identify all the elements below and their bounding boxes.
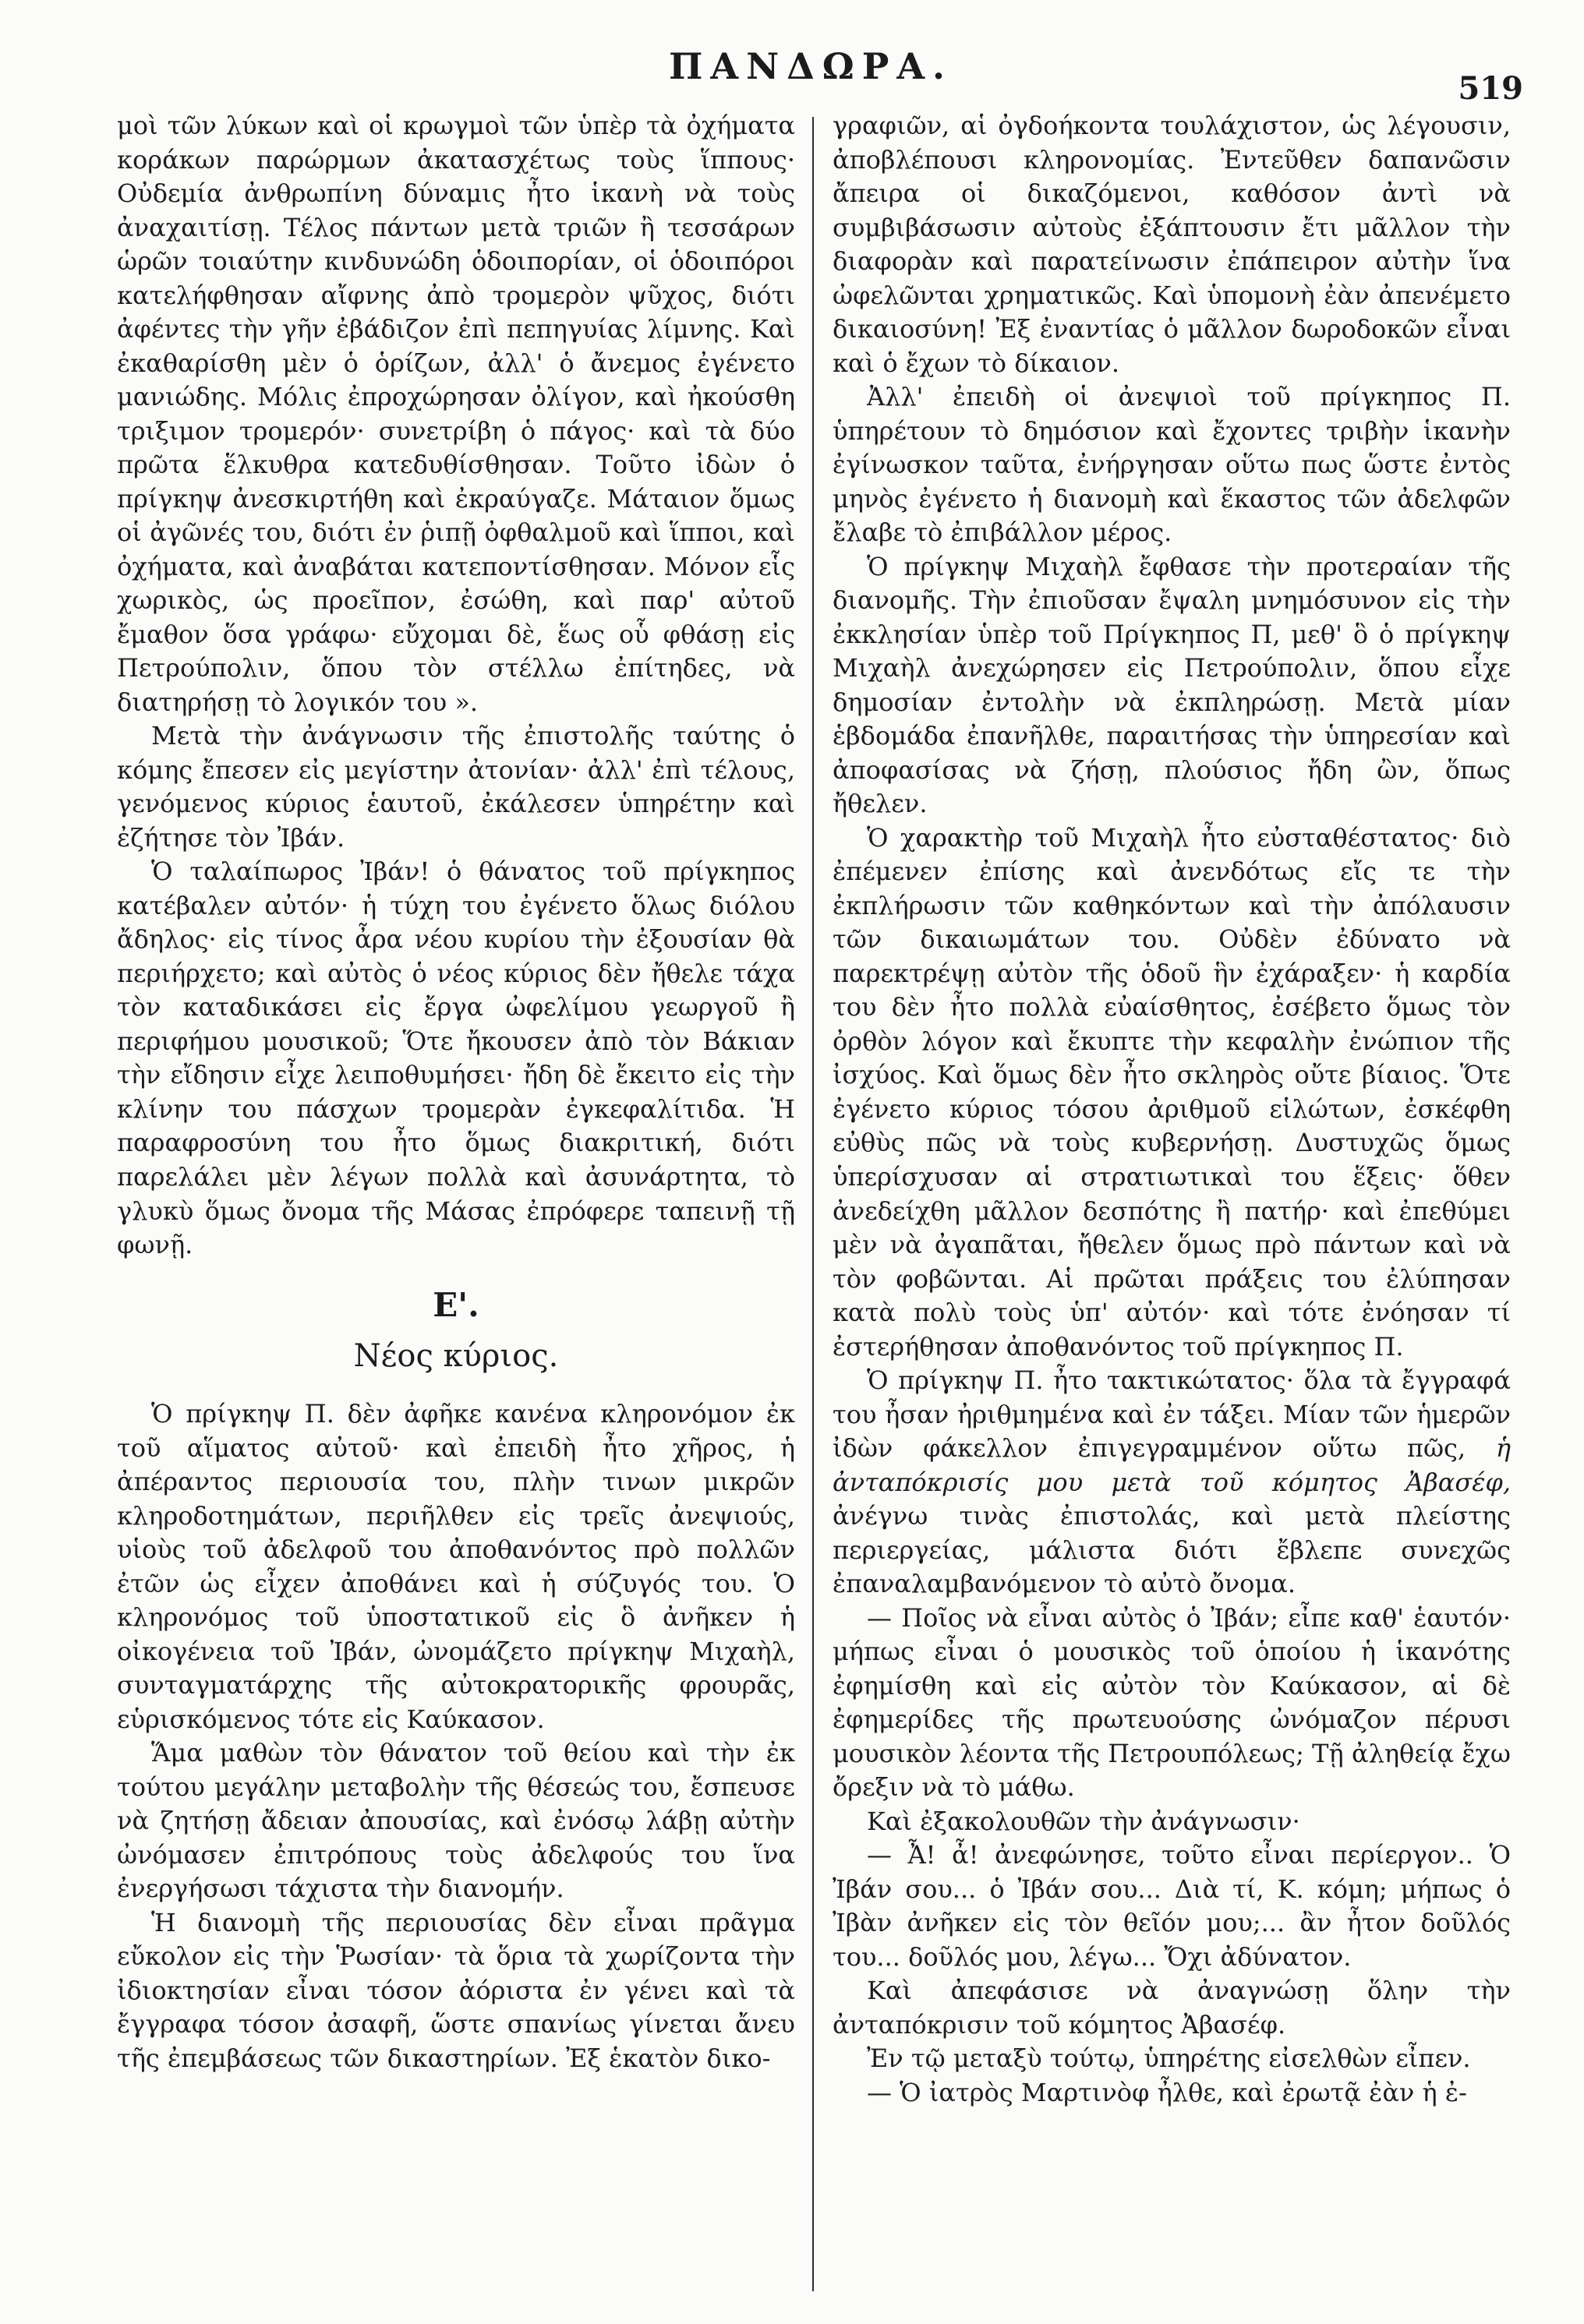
paragraph-5-text-after: ἀνέγνω τινὰς ἐπιστολάς, καὶ μετὰ πλείστης περιεργείας, μάλιστα διότι ἔβλεπε συνεχῶς ἐπαναλαμβανόμενον τὸ αὐτὸ ὄνομα. xyxy=(833,1501,1511,1599)
right-paragraph-7: Καὶ ἐξακολουθῶν τὴν ἀνάγνωσιν· xyxy=(867,1806,1300,1836)
running-title: ΠΑΝΔΩΡΑ. xyxy=(668,45,953,87)
page-number: 519 xyxy=(1458,70,1523,107)
right-paragraph-3: Ὁ πρίγκηψ Μιχαὴλ ἔφθασε τὴν προτεραίαν τῆς διανομῆς. Τὴν ἐπιοῦσαν ἔψαλη μνημόσυνον εἰς τὴν ἐκκλησίαν ὑπὲρ τοῦ Πρίγκηπος Π, μεθ' ὃ ὁ πρίγκηψ Μιχαὴλ ἀνεχώρησεν εἰς Πετρούπολιν, ὅπου εἶχε δημοσίαν ἐντολὴν νὰ ἐκπληρώσῃ. Μετὰ μίαν ἑβδομάδα ἐπανῆλθε, παραιτήσας τὴν ὑπηρεσίαν καὶ ἀποφασίσας νὰ ζήσῃ, πλούσιος ἤδη ὢν, ὅπως ἤθελεν. xyxy=(833,551,1511,819)
left-paragraph-1: μοὶ τῶν λύκων καὶ οἱ κρωγμοὶ τῶν ὑπὲρ τὰ ὀχήματα κοράκων παρώρμων ἀκατασχέτως τοὺς ἵππους· Οὐδεμία ἀνθρωπίνη δύναμις ἦτο ἱκανὴ νὰ τοὺς ἀναχαιτίσῃ. Τέλος πάντων μετὰ τριῶν ἢ τεσσάρων ὡρῶν τοιαύτην κινδυνώδη ὁδοιπορίαν, οἱ ὁδοιπόροι κατελήφθησαν αἴφνης ἀπὸ τρομερὸν ψῦχος, διότι ἀφέντες τὴν γῆν ἐβάδιζον ἐπὶ πεπηγυίας λίμνης. Καὶ ἐκαθαρίσθη μὲν ὁ ὁρίζων, ἀλλ' ὁ ἄνεμος ἐγένετο μανιώδης. Μόλις ἐπροχώρησαν ὀλίγον, καὶ ἠκούσθη τριξιμον τρομερόν· συνετρίβη ὁ πάγος· καὶ τὰ δύο πρῶτα ἕλκυθρα κατεδυθίσθησαν. Τοῦτο ἰδὼν ὁ πρίγκηψ ἀνεσκιρτήθη καὶ ἐκραύγαζε. Μάταιον ὅμως οἱ ἀγῶνές του, διότι ἐν ῥιπῇ ὀφθαλμοῦ καὶ ἵπποι, καὶ ὀχήματα, καὶ ἀναβάται κατεποντίσθησαν. Μόνον εἷς χωρικὸς, ὡς προεῖπον, ἐσώθη, καὶ παρ' αὐτοῦ ἔμαθον ὅσα γράφω· εὔχομαι δὲ, ἕως οὗ φθάσῃ εἰς Πετρούπολιν, ὅπου τὸν στέλλω ἐπίτηδες, νὰ διατηρήσῃ τὸ λογικόν του ». xyxy=(117,111,795,717)
right-paragraph-1: γραφιῶν, αἱ ὀγδοήκοντα τουλάχιστον, ὡς λέγουσιν, ἀποβλέπουσι κληρονομίας. Ἐντεῦθεν δαπανῶσιν ἄπειρα οἱ δικαζόμενοι, καθόσον ἀντὶ νὰ συμβιβάσωσιν αὐτοὺς ἐξάπτουσιν ἔτι μᾶλλον τὴν διαφορὰν καὶ παρατείνωσιν ἐπάπειρον αὐτὴν ἵνα ὠφελῶνται χρηματικῶς. Καὶ ὑπομονὴ ἐὰν ἀπενέμετο δικαιοσύνη! Ἐξ ἐναντίας ὁ μᾶλλον δωροδοκῶν εἶναι καὶ ὁ ἔχων τὸ δίκαιον. xyxy=(833,111,1511,378)
left-paragraph-3: Ὁ ταλαίπωρος Ἰβάν! ὁ θάνατος τοῦ πρίγκηπος κατέβαλεν αὐτόν· ἡ τύχη του ἐγένετο ὅλως διόλου ἄδηλος· εἰς τίνος ἆρα νέου κυρίου τὴν ἐξουσίαν θὰ περιήρχετο; καὶ αὐτὸς ὁ νέος κύριος δὲν ἤθελε τάχα τὸν καταδικάσει εἰς ἔργα ὠφελίμου γεωργοῦ ἢ περιφήμου μουσικοῦ; Ὅτε ἤκουσεν ἀπὸ τὸν Βάκιαν τὴν εἴδησιν εἶχε λειποθυμήσει· ἤδη δὲ ἔκειτο εἰς τὴν κλίνην του πάσχων τρομερὰν ἐγκεφαλίτιδα. Ἡ παραφροσύνη του ἦτο ὅμως διακριτική, διότι παρελάλει μὲν λέγων πολλὰ καὶ ἀσυνάρτητα, τὸ γλυκὺ ὅμως ὄνομα τῆς Μάσας ἐπρόφερε ταπεινῇ τῇ φωνῇ. xyxy=(117,856,795,1260)
chapter-number: Ε'. xyxy=(433,1285,479,1324)
right-column xyxy=(833,109,1511,2110)
left-paragraph-4: Ὁ πρίγκηψ Π. δὲν ἀφῆκε κανένα κληρονόμον ἐκ τοῦ αἵματος αὐτοῦ· καὶ ἐπειδὴ ἦτο χῆρος, ἡ ἀπέραντος περιουσία του, πλὴν τινων μικρῶν κληροδοτημάτων, περιῆλθεν εἰς τρεῖς ἀνεψιούς, υἱοὺς τοῦ ἀδελφοῦ του ἀποθανόντος πρὸ πολλῶν ἐτῶν ὡς εἶχεν ἀποθάνει καὶ ἡ σύζυγός του. Ὁ κληρονόμος τοῦ ὑποστατικοῦ εἰς ὃ ἀνῆκεν ἡ οἰκογένεια τοῦ Ἰβάν, ὠνομάζετο πρίγκηψ Μιχαὴλ, συνταγματάρχης τῆς αὐτοκρατορικῆς φρουρᾶς, εὑρισκόμενος τότε εἰς Καύκασον. xyxy=(117,1399,795,1734)
paragraph-5-text-before: Ὁ πρίγκηψ Π. ἦτο τακτικώτατος· ὅλα τὰ ἔγγραφά του ἦσαν ἠριθμημένα καὶ ἐν τάξει. Μίαν τῶν ἡμερῶν ἰδὼν φάκελλον ἐπιγεγραμμένον οὕτω πῶς, xyxy=(833,1365,1511,1464)
left-paragraph-2: Μετὰ τὴν ἀνάγνωσιν τῆς ἐπιστολῆς ταύτης ὁ κόμης ἔπεσεν εἰς μεγίστην ἀτονίαν· ἀλλ' ἐπὶ τέλους, γενόμενος κύριος ἑαυτοῦ, ἐκάλεσεν ὑπηρέτην καὶ ἐζήτησε τὸν Ἰβάν. xyxy=(117,721,795,853)
right-paragraph-11: — Ὁ ἰατρὸς Μαρτινὸφ ἦλθε, καὶ ἐρωτᾷ ἐὰν ἡ ἐ- xyxy=(867,2077,1467,2107)
right-paragraph-4: Ὁ χαρακτὴρ τοῦ Μιχαὴλ ἦτο εὐσταθέστατος· διὸ ἐπέμενεν ἐπίσης καὶ ἀνενδότως εἴς τε τὴν ἐκπλήρωσιν τῶν καθηκόντων καὶ τὴν ἀπόλαυσιν τῶν δικαιωμάτων του. Οὐδὲν ἐδύνατο νὰ παρεκτρέψῃ αὐτὸν τῆς ὁδοῦ ἣν ἐχάραξεν· ἡ καρδία του δὲν ἦτο πολλὰ εὐαίσθητος, ἐσέβετο ὅμως τὸν ὀρθὸν λόγον καὶ ἔκυπτε τὴν κεφαλὴν ἐνώπιον τῆς ἰσχύος. Καὶ ὅμως δὲν ἦτο σκληρὸς οὔτε βίαιος. Ὅτε ἐγένετο κύριος τόσου ἀριθμοῦ εἱλώτων, ἐσκέφθη εὐθὺς πῶς νὰ τοὺς κυβερνήσῃ. Δυστυχῶς ὅμως ὑπερίσχυσαν αἱ στρατιωτικαὶ του ἕξεις· ὅθεν ἀνεδείχθη μᾶλλον δεσπότης ἢ πατήρ· καὶ ἐπεθύμει μὲν νὰ ἀγαπᾶται, ἤθελεν ὅμως πρὸ πάντων καὶ νὰ τὸν φοβῶνται. Αἱ πρῶται πράξεις του ἐλύπησαν κατὰ πολὺ τοὺς ὑπ' αὐτόν· καὶ τότε ἐνόησαν τί ἐστερήθησαν ἀποθανόντος τοῦ πρίγκηπος Π. xyxy=(833,822,1511,1362)
right-paragraph-10: Ἐν τῷ μεταξὺ τούτῳ, ὑπηρέτης εἰσελθὼν εἶπεν. xyxy=(867,2043,1471,2074)
right-paragraph-2: Ἀλλ' ἐπειδὴ οἱ ἀνεψιοὶ τοῦ πρίγκηπος Π. ὑπηρέτουν τὸ δημόσιον καὶ ἔχοντες τριβὴν ἱκανὴν ἐγίνωσκον ταῦτα, ἐνήργησαν οὕτω πως ὥστε ἐντὸς μηνὸς ἐγένετο ἡ διανομὴ καὶ ἕκαστος τῶν ἀδελφῶν ἔλαβε τὸ ἐπιβάλλον μέρος. xyxy=(833,382,1511,548)
right-paragraph-9: Καὶ ἀπεφάσισε νὰ ἀναγνώσῃ ὅλην τὴν ἀνταπόκρισιν τοῦ κόμητος Ἀβασέφ. xyxy=(833,1976,1511,2040)
right-paragraph-5 xyxy=(833,1364,1511,1602)
left-paragraph-5: Ἅμα μαθὼν τὸν θάνατον τοῦ θείου καὶ τὴν ἐκ τούτου μεγάλην μεταβολὴν τῆς θέσεώς του, ἔσπευσε νὰ ζητήσῃ ἄδειαν ἀπουσίας, καὶ ἐνόσῳ λάβῃ αὐτὴν ὠνόμασεν ἐπιτρόπους τοὺς ἀδελφούς του ἵνα ἐνεργήσωσι τάχιστα τὴν διανομήν. xyxy=(117,1738,795,1904)
right-paragraph-8: — Ἆ! ἆ! ἀνεφώνησε, τοῦτο εἶναι περίεργον.. Ὁ Ἰβάν σου... ὁ Ἰβάν σου... Διὰ τί, Κ. κόμη; μήπως ὁ Ἰβὰν ἀνῆκεν εἰς τὸν θεῖόν μου;... ἂν ἦτον δοῦλός του... δοῦλός μου, λέγω... Ὄχι ἀδύνατον. xyxy=(833,1840,1511,1972)
right-paragraph-6: — Ποῖος νὰ εἶναι αὐτὸς ὁ Ἰβάν; εἶπε καθ' ἑαυτόν· μήπως εἶναι ὁ μουσικὸς τοῦ ὁποίου ἡ ἱκανότης ἐφημίσθη καὶ εἰς αὐτὸν τὸν Καύκασον, αἱ δὲ ἐφημερίδες τῆς πρωτευούσης ὠνόμαζον πέρυσι μουσικὸν λέοντα τῆς Πετρουπόλεως; Τῇ ἀληθείᾳ ἔχω ὄρεξιν νὰ τὸ μάθω. xyxy=(833,1602,1511,1803)
column-divider xyxy=(812,117,814,2291)
chapter-title: Νέος κύριος. xyxy=(353,1337,559,1374)
letters-folder-title: ἡ ἀνταπόκρισίς μου μετὰ τοῦ κόμητος Ἀβασέφ, xyxy=(833,1433,1511,1497)
left-paragraph-6: Ἡ διανομὴ τῆς περιουσίας δὲν εἶναι πρᾶγμα εὔκολον εἰς τὴν Ῥωσίαν· τὰ ὅρια τὰ χωρίζοντα τὴν ἰδιοκτησίαν εἶναι τόσον ἀόριστα ἐν γένει καὶ τὰ ἔγγραφα τόσον ἀσαφῆ, ὥστε σπανίως γίνεται ἄνευ τῆς ἐπεμβάσεως τῶν δικαστηρίων. Ἐξ ἑκατὸν δικο- xyxy=(117,1907,795,2073)
left-column xyxy=(117,109,795,2075)
